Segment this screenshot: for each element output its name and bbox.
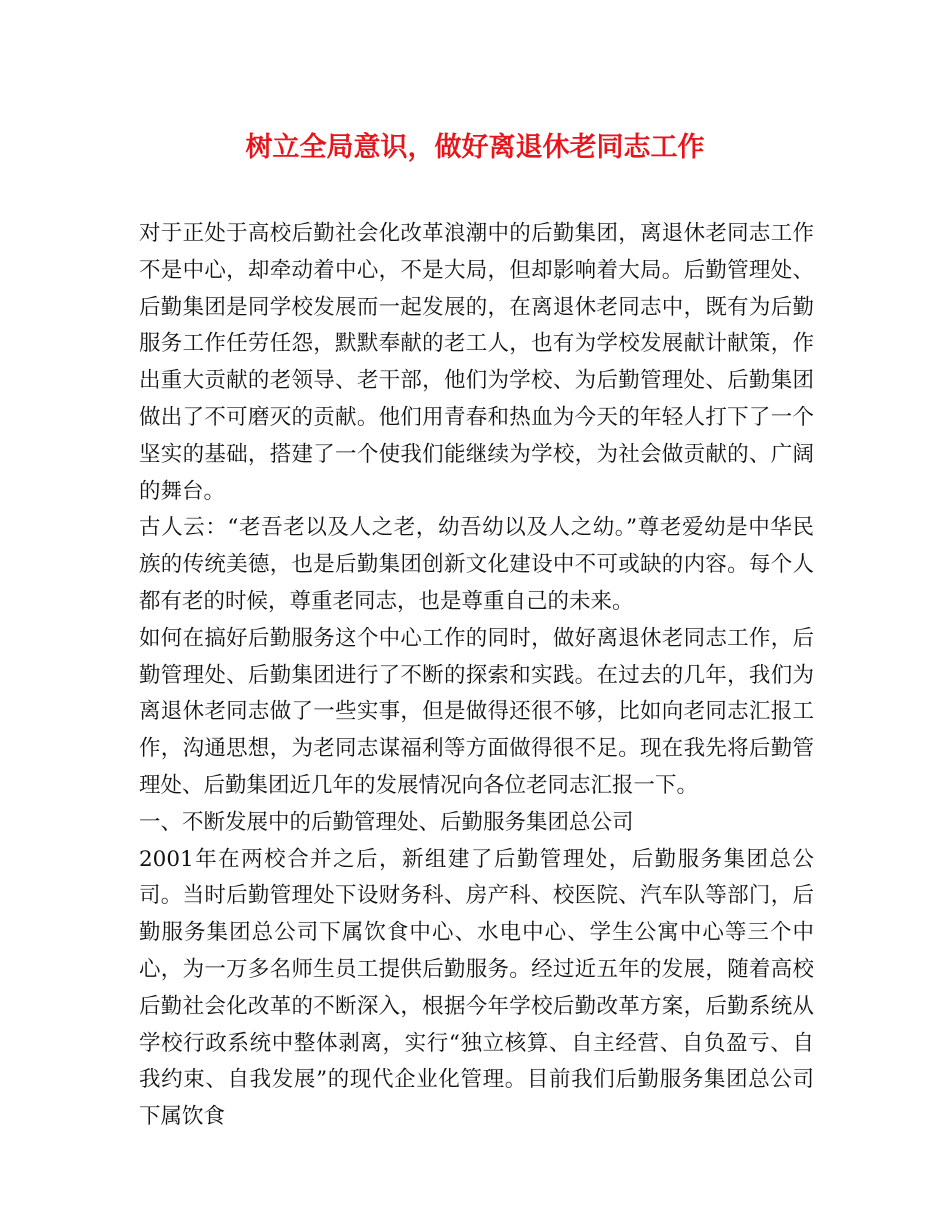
- paragraph-practice: 如何在搞好后勤服务这个中心工作的同时，做好离退休老同志工作，后勤管理处、后勤集团进行了不断的探索和实践。在过去的几年，我们为离退休老同志做了一些实事，但是做得还很不够，比如向老同志汇报工作，沟通思想，为老同志谋福利等方面做得很不足。现在我先将后勤管理处、后勤集团近几年的发展情况向各位老同志汇报一下。: [139, 625, 814, 798]
- paragraph-quote: 古人云：“老吾老以及人之老，幼吾幼以及人之幼。”尊老爱幼是中华民族的传统美德，也是后勤集团创新文化建设中不可或缺的内容。每个人都有老的时候，尊重老同志，也是尊重自己的未来。: [139, 515, 814, 614]
- paragraph-intro: 对于正处于高校后勤社会化改革浪潮中的后勤集团，离退休老同志工作不是中心，却牵动着中心，不是大局，但却影响着大局。后勤管理处、后勤集团是同学校发展而一起发展的，在离退休老同志中，既有为后勤服务工作任劳任怨，默默奉献的老工人，也有为学校发展献计献策，作出重大贡献的老领导、老干部，他们为学校、为后勤管理处、后勤集团做出了不可磨灭的贡献。他们用青春和热血为今天的年轻人打下了一个坚实的基础，搭建了一个使我们能继续为学校，为社会做贡献的、广阔的舞台。: [139, 221, 814, 504]
- document-body: [139, 216, 814, 1136]
- section-heading-1: 一、不断发展中的后勤管理处、后勤服务集团总公司: [139, 809, 634, 835]
- paragraph-development: 2001年在两校合并之后，新组建了后勤管理处，后勤服务集团总公司。当时后勤管理处下设财务科、房产科、校医院、汽车队等部门，后勤服务集团总公司下属饮食中心、水电中心、学生公寓中心等三个中心，为一万多名师生员工提供后勤服务。经过近五年的发展，随着高校后勤社会化改革的不断深入，根据今年学校后勤改革方案，后勤系统从学校行政系统中整体剥离，实行“独立核算、自主经营、自负盈亏、自我约束、自我发展”的现代企业化管理。目前我们后勤服务集团总公司下属饮食: [139, 846, 814, 1130]
- document-title: 树立全局意识，做好离退休老同志工作: [245, 132, 705, 163]
